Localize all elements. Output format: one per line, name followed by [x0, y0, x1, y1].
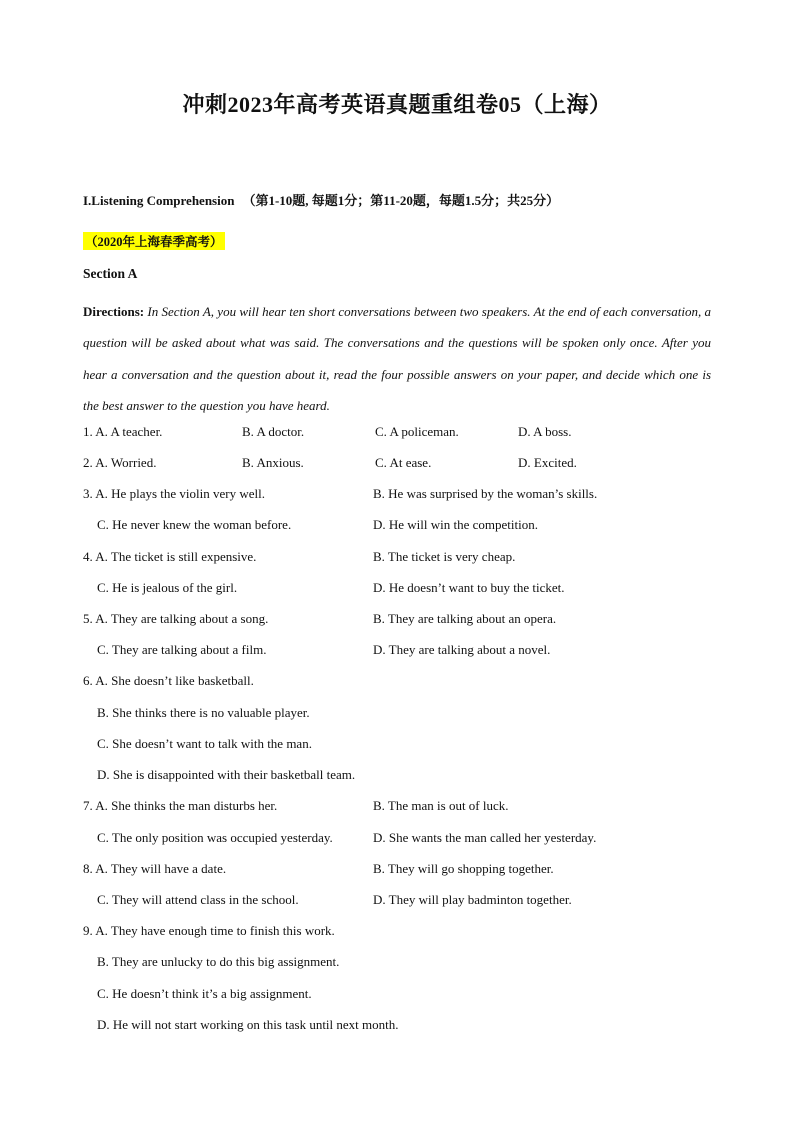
- option-c: C. They are talking about a film.: [97, 642, 267, 657]
- part-heading-label: I.Listening Comprehension: [83, 193, 235, 208]
- question-9-c: [83, 986, 723, 1006]
- question-5-row-1: [83, 611, 723, 631]
- question-9-a: [83, 923, 723, 943]
- option-b: B. A doctor.: [242, 424, 305, 439]
- question-8-row-2: [83, 892, 723, 912]
- part-heading: [83, 190, 559, 209]
- question-5-row-2: [83, 642, 723, 662]
- option-b: B. The ticket is very cheap.: [373, 549, 516, 564]
- option-a: 7. A. She thinks the man disturbs her.: [83, 798, 278, 813]
- option-c: C. She doesn’t want to talk with the man.: [97, 736, 312, 751]
- question-1: [83, 424, 723, 444]
- question-6-c: [83, 736, 723, 756]
- section-title: Section A: [83, 266, 138, 281]
- option-d: D. Excited.: [518, 455, 577, 470]
- source-highlight-tag: （2020年上海春季高考）: [83, 232, 225, 250]
- option-b: B. They are talking about an opera.: [373, 611, 557, 626]
- part-score-note: （第1-10题, 每题1分；第11-20题，每题1.5分；共25分）: [242, 193, 560, 208]
- option-b: B. The man is out of luck.: [373, 798, 509, 813]
- option-d: D. They will play badminton together.: [373, 892, 572, 907]
- option-c: C. At ease.: [375, 455, 432, 470]
- option-c: C. He never knew the woman before.: [97, 517, 292, 532]
- question-7-row-1: [83, 798, 723, 818]
- question-4-row-2: [83, 580, 723, 600]
- option-c: C. They will attend class in the school.: [97, 892, 299, 907]
- option-b: B. Anxious.: [242, 455, 304, 470]
- question-6-d: [83, 767, 723, 787]
- option-b: B. He was surprised by the woman’s skills.: [373, 486, 598, 501]
- option-a: 6. A. She doesn’t like basketball.: [83, 673, 254, 688]
- option-d: D. She is disappointed with their basketball team.: [97, 767, 356, 782]
- option-b: B. They are unlucky to do this big assignment.: [97, 954, 340, 969]
- question-7-row-2: [83, 830, 723, 850]
- question-8-row-1: [83, 861, 723, 881]
- question-9-b: [83, 954, 723, 974]
- option-a: 8. A. They will have a date.: [83, 861, 227, 876]
- option-a: 3. A. He plays the violin very well.: [83, 486, 265, 501]
- directions-label: Directions:: [83, 304, 145, 319]
- question-6-b: [83, 705, 723, 725]
- option-a: 2. A. Worried.: [83, 455, 157, 470]
- question-6-a: [83, 673, 723, 693]
- option-c: C. He is jealous of the girl.: [97, 580, 238, 595]
- option-d: D. He doesn’t want to buy the ticket.: [373, 580, 565, 595]
- option-d: D. They are talking about a novel.: [373, 642, 551, 657]
- question-3-row-2: [83, 517, 723, 537]
- option-c: C. He doesn’t think it’s a big assignment.: [97, 986, 312, 1001]
- option-d: D. She wants the man called her yesterday.: [373, 830, 597, 845]
- question-9-d: [83, 1017, 723, 1037]
- directions-text: In Section A, you will hear ten short conversations between two speakers. At the end of each conversation, a question will be asked about what was said. The conversations and the questions will be spoken only once. After you hear a conversation and the question about it, read the four possible answers on your paper, and decide which one is the best answer to the question you have heard.: [83, 304, 711, 413]
- option-a: 9. A. They have enough time to finish this work.: [83, 923, 335, 938]
- option-c: C. A policeman.: [375, 424, 459, 439]
- question-3-row-1: [83, 486, 723, 506]
- question-2: [83, 455, 723, 475]
- question-4-row-1: [83, 549, 723, 569]
- option-a: 1. A. A teacher.: [83, 424, 163, 439]
- option-a: 5. A. They are talking about a song.: [83, 611, 269, 626]
- option-d: D. He will win the competition.: [373, 517, 539, 532]
- option-d: D. A boss.: [518, 424, 572, 439]
- option-d: D. He will not start working on this task until next month.: [97, 1017, 399, 1032]
- option-a: 4. A. The ticket is still expensive.: [83, 549, 257, 564]
- option-b: B. She thinks there is no valuable player.: [97, 705, 310, 720]
- page-title: 冲刺2023年高考英语真题重组卷05（上海）: [182, 92, 612, 117]
- option-c: C. The only position was occupied yesterday.: [97, 830, 333, 845]
- directions-paragraph: [83, 296, 711, 421]
- option-b: B. They will go shopping together.: [373, 861, 554, 876]
